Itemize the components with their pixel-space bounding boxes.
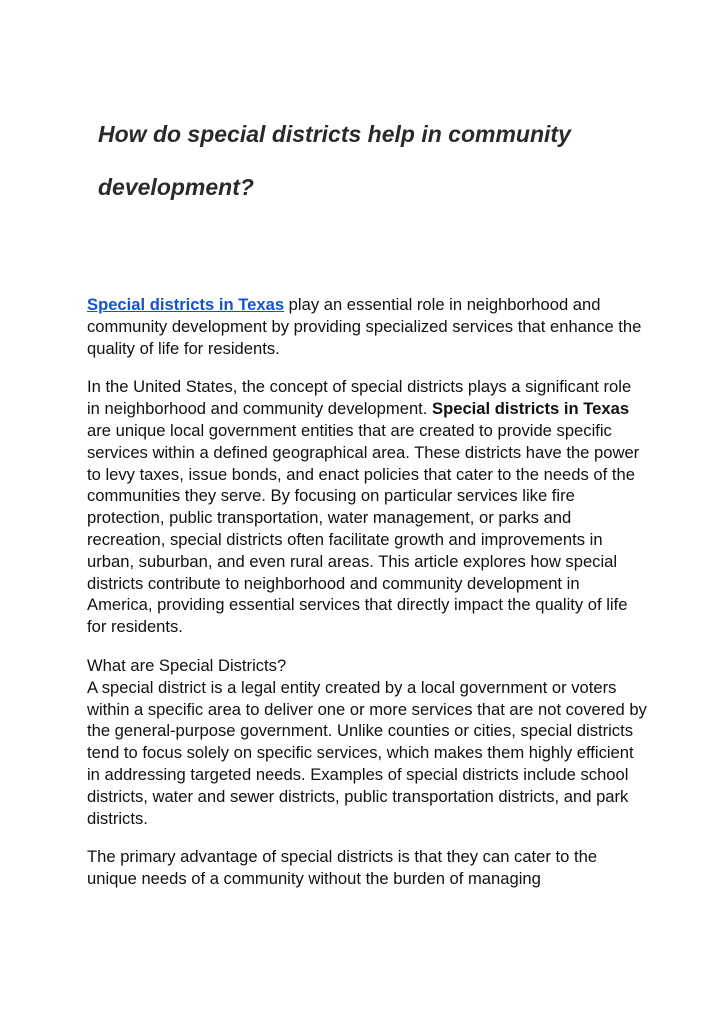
intro-paragraph	[87, 294, 647, 359]
special-districts-texas-link[interactable]: Special districts in Texas	[87, 295, 285, 314]
definition-text: A special district is a legal entity created by a local government or voters within a specific area to deliver one or more services that are not covered by the general-purpose government. Unlike counties or cities, special districts tend to focus solely on specific services, which makes them highly efficient in addressing targeted needs. Examples of special districts include school districts, water and sewer districts, public transportation districts, and park districts.	[87, 677, 647, 828]
overview-lead: In the United States, the concept of special districts plays a significant role in neighborhood and community development.	[87, 377, 632, 419]
overview-bold-term: Special districts in Texas	[432, 399, 630, 419]
advantage-paragraph	[87, 846, 647, 890]
section-heading: What are Special Districts?	[87, 655, 287, 675]
overview-text: are unique local government entities that are created to provide specific services within a defined geographical area. These districts have the power to levy taxes, issue bonds, and enact policies that cater to the needs of the communities they serve. By focusing on particular services like fire protection, public transportation, water management, or parks and recreation, special districts often facilitate growth and improvements in urban, suburban, and even rural areas. This article explores how special districts contribute to neighborhood and community development in America, providing essential services that directly impact the quality of life for residents.	[87, 420, 640, 637]
definition-paragraph	[87, 655, 647, 829]
overview-paragraph	[87, 376, 647, 638]
advantage-text: The primary advantage of special districts is that they can cater to the unique needs of a community without the burden of managing	[87, 847, 598, 889]
intro-text: play an essential role in neighborhood and community development by providing specialized services that enhance the quality of life for residents.	[87, 295, 642, 358]
article-body	[87, 294, 647, 907]
article-title: How do special districts help in community development?	[98, 121, 571, 200]
